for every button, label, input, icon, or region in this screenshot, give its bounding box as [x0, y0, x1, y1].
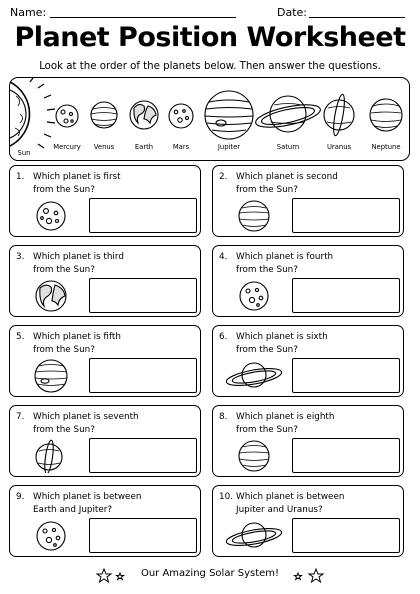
name-field[interactable] — [50, 17, 236, 18]
question-text: Which planet is between — [33, 492, 142, 502]
planet-label-neptune: Neptune — [371, 143, 401, 151]
planet-label-sun: Sun — [17, 149, 31, 157]
question-text: Which planet is eighth — [236, 412, 335, 422]
uranus-icon — [324, 94, 354, 137]
answer-box[interactable] — [89, 198, 197, 233]
answer-box[interactable] — [292, 438, 400, 473]
question-text: Which planet is first — [33, 172, 121, 182]
question-card-4: 4. Which planet is fourth from the Sun? — [212, 245, 404, 317]
mars-icon — [221, 279, 285, 313]
neptune-icon — [221, 439, 285, 473]
saturn-icon — [221, 519, 285, 553]
answer-box[interactable] — [292, 278, 400, 313]
mercury-icon — [56, 105, 78, 127]
mars-icon — [18, 519, 82, 553]
answer-box[interactable] — [89, 438, 197, 473]
star-icon — [96, 568, 126, 584]
mercury-icon — [18, 199, 82, 233]
footer-text: Our Amazing Solar System! — [140, 568, 280, 579]
planet-label-saturn: Saturn — [276, 143, 300, 151]
earth-icon — [18, 279, 82, 313]
question-card-3: 3. Which planet is third from the Sun? — [9, 245, 201, 317]
jupiter-icon — [205, 91, 253, 139]
planet-label-venus: Venus — [93, 143, 115, 151]
saturn-icon — [221, 359, 285, 393]
answer-box[interactable] — [292, 518, 400, 553]
question-text: Which planet is second — [236, 172, 338, 182]
planet-order-strip — [9, 77, 410, 161]
question-card-7: 7. Which planet is seventh from the Sun? — [9, 405, 201, 477]
venus-icon — [91, 102, 117, 128]
date-label: Date: — [277, 6, 307, 19]
answer-box[interactable] — [89, 358, 197, 393]
mars-icon — [169, 104, 193, 128]
question-text: Which planet is fourth — [236, 252, 334, 262]
planet-label-mars: Mars — [172, 143, 190, 151]
question-card-5: 5. Which planet is fifth from the Sun? — [9, 325, 201, 397]
footer — [0, 568, 420, 579]
question-text: Which planet is fifth — [33, 332, 121, 342]
planet-label-uranus: Uranus — [326, 143, 352, 151]
venus-icon — [221, 199, 285, 233]
question-text: Which planet is sixth — [236, 332, 328, 342]
answer-box[interactable] — [292, 358, 400, 393]
name-label: Name: — [10, 6, 47, 19]
answer-box[interactable] — [89, 278, 197, 313]
jupiter-icon — [18, 359, 82, 393]
neptune-icon — [370, 99, 402, 131]
answer-box[interactable] — [89, 518, 197, 553]
question-text: Which planet is third — [33, 252, 124, 262]
planet-label-mercury: Mercury — [53, 143, 81, 151]
question-card-6: 6. Which planet is sixth from the Sun? — [212, 325, 404, 397]
instructions: Look at the order of the planets below. Then answer the questions. — [39, 61, 381, 72]
star-icon — [292, 568, 326, 584]
worksheet-title: Planet Position Worksheet — [14, 22, 406, 53]
date-field[interactable] — [309, 17, 405, 18]
saturn-icon — [254, 96, 322, 132]
question-card-2: 2. Which planet is second from the Sun? — [212, 165, 404, 237]
planet-label-earth: Earth — [134, 143, 154, 151]
answer-box[interactable] — [292, 198, 400, 233]
question-card-8: 8. Which planet is eighth from the Sun? — [212, 405, 404, 477]
planet-label-jupiter: Jupiter — [217, 143, 241, 151]
question-card-1: 1. Which planet is first from the Sun? — [9, 165, 201, 237]
earth-icon — [130, 101, 158, 129]
question-card-10: 10. Which planet is between Jupiter and Uranus? — [212, 485, 404, 557]
uranus-icon — [18, 439, 82, 473]
question-card-9: 9. Which planet is between Earth and Jupiter? — [9, 485, 201, 557]
sun-icon — [10, 78, 55, 148]
question-text: Which planet is between — [236, 492, 345, 502]
question-text: Which planet is seventh — [33, 412, 139, 422]
